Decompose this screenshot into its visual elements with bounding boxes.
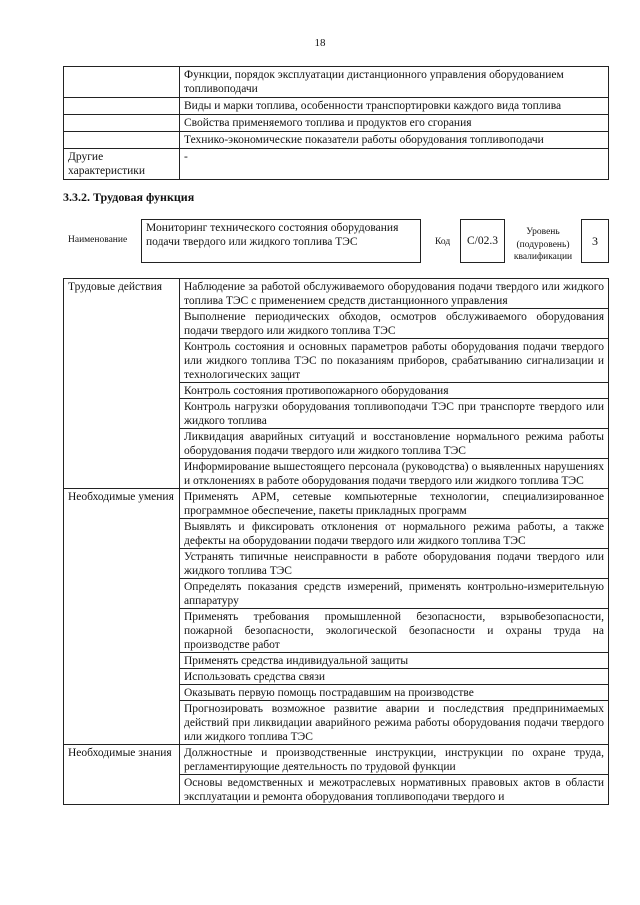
table-row bbox=[64, 149, 609, 180]
table-cell: Информирование вышестоящего персонала (руководства) о выявленных нарушениях и отклонениях в работе оборудования подачи твердого или жидкого топлива ТЭС bbox=[180, 459, 609, 489]
name-label: Наименование bbox=[68, 235, 128, 245]
section-heading: 3.3.2. Трудовая функция bbox=[63, 190, 195, 204]
table-row bbox=[64, 98, 609, 115]
top-continuation-table bbox=[63, 66, 609, 180]
qualification-level-box: 3 bbox=[581, 219, 609, 263]
table-cell: Применять АРМ, сетевые компьютерные технологии, специализированное программное обеспечение, пакеты прикладных программ bbox=[180, 489, 609, 519]
table-cell: Контроль состояния и основных параметров работы оборудования подачи твердого или жидкого топлива ТЭС по показаниям приборов, срабатыванию сигнализации и технологических защит bbox=[180, 339, 609, 383]
table-cell: Функции, порядок эксплуатации дистанционного управления оборудованием топливоподачи bbox=[180, 67, 609, 98]
table-row bbox=[64, 279, 609, 309]
required-skills-label: Необходимые умения bbox=[64, 489, 180, 745]
empty-label-cell bbox=[64, 98, 180, 115]
table-cell: Использовать средства связи bbox=[180, 669, 609, 685]
table-cell: Оказывать первую помощь пострадавшим на производстве bbox=[180, 685, 609, 701]
qualification-level-label: Уровень (подуровень) квалификации bbox=[513, 227, 573, 262]
table-cell: Виды и марки топлива, особенности транспортировки каждого вида топлива bbox=[180, 98, 609, 115]
table-cell: Выявлять и фиксировать отклонения от нормального режима работы, а также дефекты на оборудовании подачи твердого или жидкого топлива ТЭС bbox=[180, 519, 609, 549]
table-row bbox=[64, 132, 609, 149]
table-cell: Свойства применяемого топлива и продуктов его сгорания bbox=[180, 115, 609, 132]
code-value-box: С/02.3 bbox=[460, 219, 505, 263]
empty-label-cell bbox=[64, 132, 180, 149]
table-cell: Основы ведомственных и межотраслевых нормативных правовых актов в области эксплуатации и ремонта оборудования топливоподачи твердого и bbox=[180, 775, 609, 805]
empty-label-cell bbox=[64, 67, 180, 98]
table-cell: Контроль нагрузки оборудования топливоподачи ТЭС при транспорте твердого или жидкого топлива bbox=[180, 399, 609, 429]
table-cell: Ликвидация аварийных ситуаций и восстановление нормального режима работы оборудования подачи твердого или жидкого топлива ТЭС bbox=[180, 429, 609, 459]
code-label: Код bbox=[435, 237, 451, 247]
table-cell: Наблюдение за работой обслуживаемого оборудования подачи твердого или жидкого топлива ТЭС с применением средств дистанционного управления bbox=[180, 279, 609, 309]
table-cell: Устранять типичные неисправности в работе оборудования подачи твердого или жидкого топлива ТЭС bbox=[180, 549, 609, 579]
table-cell: Выполнение периодических обходов, осмотров обслуживаемого оборудования подачи твердого или жидкого топлива ТЭС bbox=[180, 309, 609, 339]
empty-label-cell bbox=[64, 115, 180, 132]
table-row bbox=[64, 67, 609, 98]
required-knowledge-label: Необходимые знания bbox=[64, 745, 180, 805]
labor-actions-label: Трудовые действия bbox=[64, 279, 180, 489]
table-cell: Технико-экономические показатели работы оборудования топливоподачи bbox=[180, 132, 609, 149]
table-cell: Определять показания средств измерений, применять контрольно-измерительную аппаратуру bbox=[180, 579, 609, 609]
table-row bbox=[64, 745, 609, 775]
table-cell: Контроль состояния противопожарного оборудования bbox=[180, 383, 609, 399]
page-number: 18 bbox=[314, 37, 326, 49]
function-name-box: Мониторинг технического состояния оборудования подачи твердого или жидкого топлива ТЭС bbox=[141, 219, 421, 263]
table-cell: Прогнозировать возможное развитие аварии и последствия предпринимаемых действий при ликвидации аварийного режима работы оборудования подачи твердого или жидкого топлива ТЭС bbox=[180, 701, 609, 745]
table-row bbox=[64, 115, 609, 132]
table-cell: Применять требования промышленной безопасности, взрывобезопасности, пожарной безопасности, экологической безопасности и охраны труда на производстве работ bbox=[180, 609, 609, 653]
labor-function-table bbox=[63, 278, 609, 805]
other-characteristics-value: - bbox=[180, 149, 609, 180]
table-row bbox=[64, 489, 609, 519]
other-characteristics-label: Другие характеристики bbox=[64, 149, 180, 180]
table-cell: Должностные и производственные инструкции, инструкции по охране труда, регламентирующие деятельность по трудовой функции bbox=[180, 745, 609, 775]
table-cell: Применять средства индивидуальной защиты bbox=[180, 653, 609, 669]
